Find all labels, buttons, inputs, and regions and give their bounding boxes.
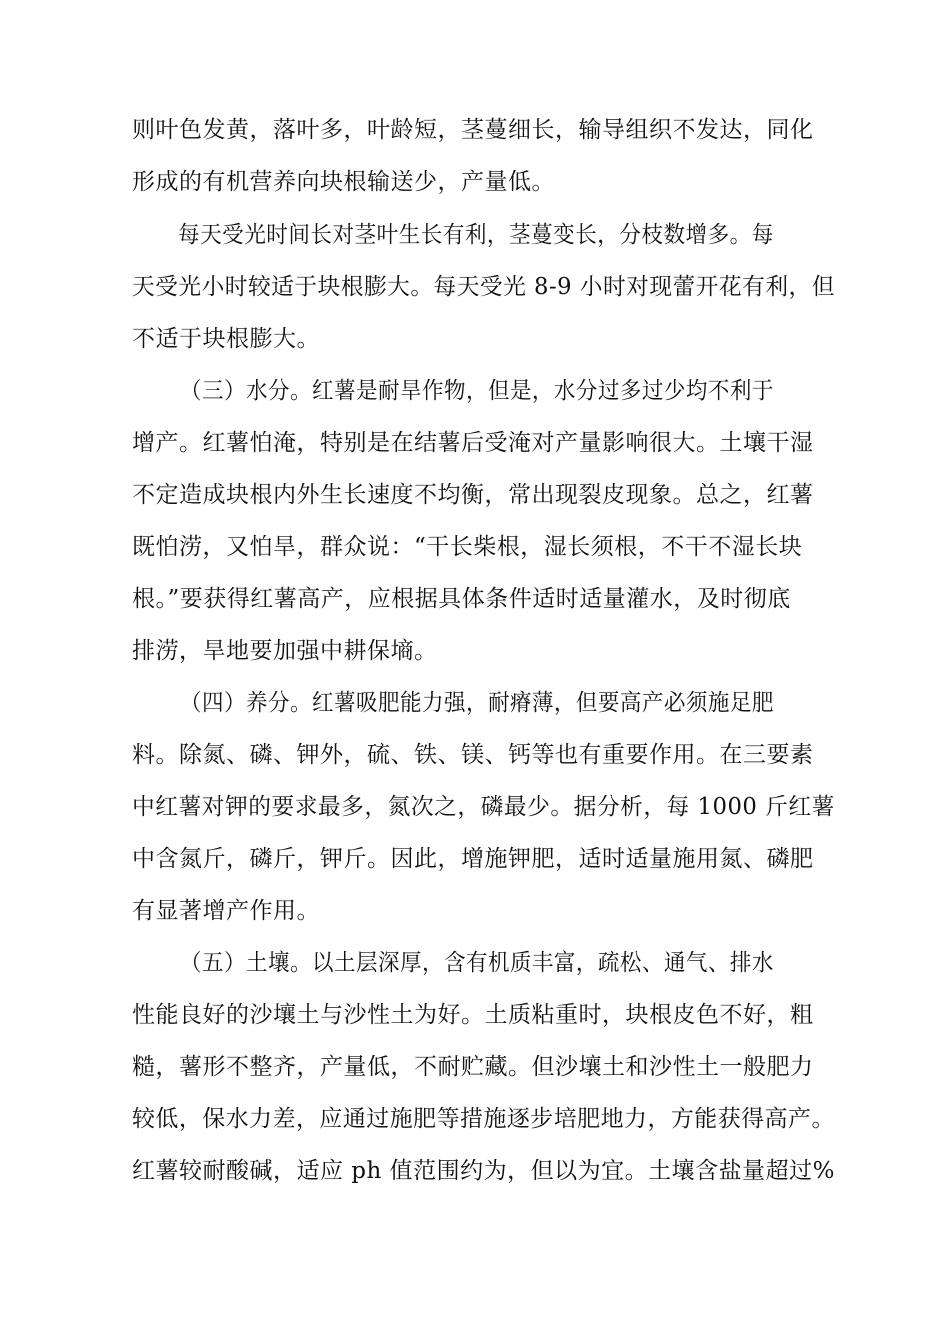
- paragraph-5-line-3: 糙，薯形不整齐，产量低，不耐贮藏。但沙壤土和沙性土一般肥力: [132, 1054, 814, 1080]
- paragraph-1-line-2: 形成的有机营养向块根输送少，产量低。: [132, 169, 555, 195]
- paragraph-2-line-3: 不适于块根膨大。: [132, 326, 320, 352]
- paragraph-4-line-2: 料。除氮、磷、钾外，硫、铁、镁、钙等也有重要作用。在三要素: [132, 742, 814, 768]
- paragraph-3-line-3: 不定造成块根内外生长速度不均衡，常出现裂皮现象。总之，红薯: [132, 482, 814, 508]
- paragraph-2-line-2: 天受光小时较适于块根膨大。每天受光 8-9 小时对现蕾开花有利，但: [132, 274, 835, 300]
- paragraph-1-line-1: 则叶色发黄，落叶多，叶龄短，茎蔓细长，输导组织不发达，同化: [132, 117, 814, 143]
- paragraph-4-line-3: 中红薯对钾的要求最多，氮次之，磷最少。据分析，每 1000 斤红薯: [132, 794, 835, 820]
- paragraph-5-line-5: 红薯较耐酸碱，适应 ph 值范围约为，但以为宜。土壤含盐量超过%: [132, 1158, 836, 1184]
- paragraph-4-line-1: （四）养分。红薯吸肥能力强，耐瘠薄，但要高产必须施足肥: [180, 690, 774, 716]
- paragraph-3-line-1: （三）水分。红薯是耐旱作物，但是，水分过多过少均不利于: [180, 378, 774, 404]
- paragraph-3-line-5: 根。”要获得红薯高产，应根据具体条件适时适量灌水，及时彻底: [132, 586, 791, 612]
- paragraph-3-line-6: 排涝，旱地要加强中耕保墒。: [132, 638, 438, 664]
- paragraph-3-line-4: 既怕涝，又怕旱，群众说：“干长柴根，湿长须根，不干不湿长块: [132, 534, 803, 560]
- paragraph-2-line-1: 每天受光时间长对茎叶生长有利，茎蔓变长，分枝数增多。每: [178, 222, 774, 248]
- paragraph-4-line-5: 有显著增产作用。: [132, 898, 320, 924]
- paragraph-5-line-4: 较低，保水力差，应通过施肥等措施逐步培肥地力，方能获得高产。: [132, 1106, 835, 1132]
- paragraph-5-line-1: （五）土壤。以土层深厚，含有机质丰富，疏松、通气、排水: [180, 950, 774, 976]
- paragraph-5-line-2: 性能良好的沙壤土与沙性土为好。土质粘重时，块根皮色不好，粗: [132, 1002, 814, 1028]
- paragraph-3-line-2: 增产。红薯怕淹，特别是在结薯后受淹对产量影响很大。土壤干湿: [132, 430, 814, 456]
- paragraph-4-line-4: 中含氮斤，磷斤，钾斤。因此，增施钾肥，适时适量施用氮、磷肥: [132, 846, 814, 872]
